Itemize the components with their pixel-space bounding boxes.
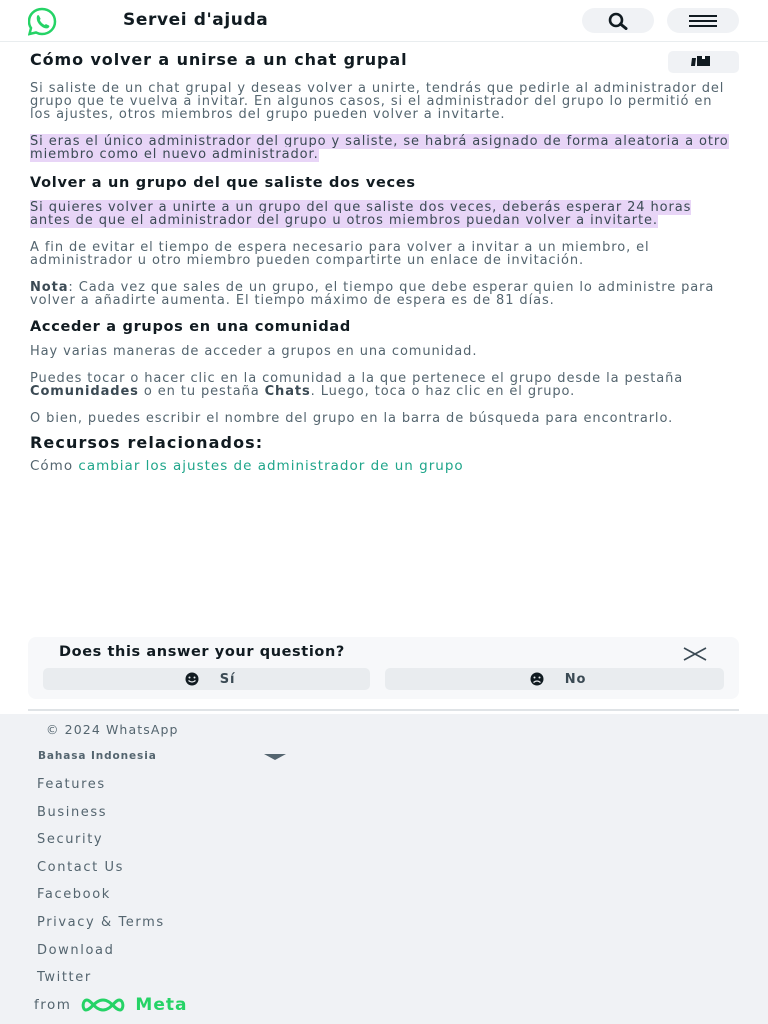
feedback-yes-button[interactable] <box>43 668 370 690</box>
meta-wordmark: Meta <box>135 995 188 1015</box>
note-text: : Cada vez que sales de un grupo, el tiempo que debe esperar quien lo administre para volver a añadirte aumenta. El tiempo máximo de espera es de 81 días. <box>30 280 715 308</box>
related-resources-heading: Recursos relacionados: <box>30 433 264 452</box>
feedback-panel <box>28 637 739 699</box>
hamburger-menu-icon <box>689 14 717 28</box>
related-resource-item <box>30 458 730 474</box>
community-intro-paragraph: Hay varias maneras de acceder a grupos en una comunidad. <box>30 344 478 359</box>
from-label: from <box>34 997 72 1013</box>
footer-link-security[interactable]: Security <box>37 832 104 848</box>
frown-icon <box>523 672 551 686</box>
site-title[interactable]: Servei d'ajuda <box>123 10 269 30</box>
smile-icon <box>178 672 206 686</box>
search-button[interactable] <box>582 8 654 33</box>
chevron-down-icon[interactable] <box>264 754 286 760</box>
footer-link-contact[interactable]: Contact Us <box>37 859 124 875</box>
community-tabs-paragraph <box>30 372 730 398</box>
help-article <box>30 52 730 474</box>
feedback-no-label: No <box>564 671 587 687</box>
communities-tab-label: Comunidades <box>30 384 139 399</box>
copyright-text: © 2024 WhatsApp <box>46 722 179 737</box>
site-header <box>0 0 768 42</box>
text-span: o en tu pestaña <box>138 384 265 399</box>
feedback-no-button[interactable] <box>385 668 724 690</box>
note-paragraph <box>30 281 730 307</box>
menu-button[interactable] <box>667 8 739 33</box>
highlight-paragraph-admin <box>30 135 730 161</box>
language-selector[interactable]: Bahasa Indonesia <box>38 750 157 762</box>
highlight-text: Si eras el único administrador del grupo y saliste, se habrá asignado de forma aleatoria a otro miembro como el nuevo administrador. <box>30 134 729 162</box>
intro-paragraph: Si saliste de un chat grupal y deseas volver a unirte, tendrás que pedirle al administrador del grupo que te vuelva a invitar. En algunos casos, si el administrador del grupo lo permitió en los ajustes, otros miembros del grupo pueden volver a invitarte. <box>30 81 725 122</box>
feedback-question: Does this answer your question? <box>59 644 345 660</box>
highlight-paragraph-wait <box>30 201 730 227</box>
footer-link-download[interactable]: Download <box>37 942 115 958</box>
footer-link-business[interactable]: Business <box>37 804 108 820</box>
note-label: Nota <box>30 280 69 295</box>
section-heading-twice: Volver a un grupo del que saliste dos veces <box>30 175 416 191</box>
article-title: Cómo volver a unirse a un chat grupal <box>30 50 408 69</box>
close-icon[interactable] <box>682 645 708 663</box>
text-span: Puedes tocar o hacer clic en la comunidad a la que pertenece el grupo desde la pestaña <box>30 371 684 386</box>
footer-link-twitter[interactable]: Twitter <box>37 970 92 986</box>
search-icon <box>607 12 629 30</box>
footer-link-facebook[interactable]: Facebook <box>37 887 111 903</box>
whatsapp-logo-icon[interactable] <box>28 6 100 36</box>
invite-link-paragraph: A fin de evitar el tiempo de espera necesario para volver a invitar a un miembro, el administrador u otro miembro pueden compartirte un enlace de invitación. <box>30 240 650 268</box>
related-prefix: Cómo <box>30 458 79 474</box>
chats-tab-label: Chats <box>264 384 311 399</box>
meta-logo-icon <box>81 997 125 1013</box>
site-footer <box>0 714 768 1024</box>
feedback-yes-label: Sí <box>219 671 236 687</box>
footer-links <box>37 777 165 998</box>
footer-link-features[interactable]: Features <box>37 777 106 792</box>
divider <box>28 709 739 711</box>
highlight-text: Si quieres volver a unirte a un grupo del que saliste dos veces, deberás esperar 24 horas antes de que el administrador del grupo u otros miembros puedan volver a invitarte. <box>30 200 692 228</box>
related-resource-link[interactable]: cambiar los ajustes de administrador de un grupo <box>78 458 464 474</box>
from-meta-brand <box>34 995 187 1015</box>
text-span: . Luego, toca o haz clic en el grupo. <box>310 384 576 399</box>
search-bar-paragraph: O bien, puedes escribir el nombre del grupo en la barra de búsqueda para encontrarlo. <box>30 411 674 426</box>
section-heading-community: Acceder a grupos en una comunidad <box>30 319 351 335</box>
footer-link-privacy[interactable]: Privacy & Terms <box>37 914 165 930</box>
